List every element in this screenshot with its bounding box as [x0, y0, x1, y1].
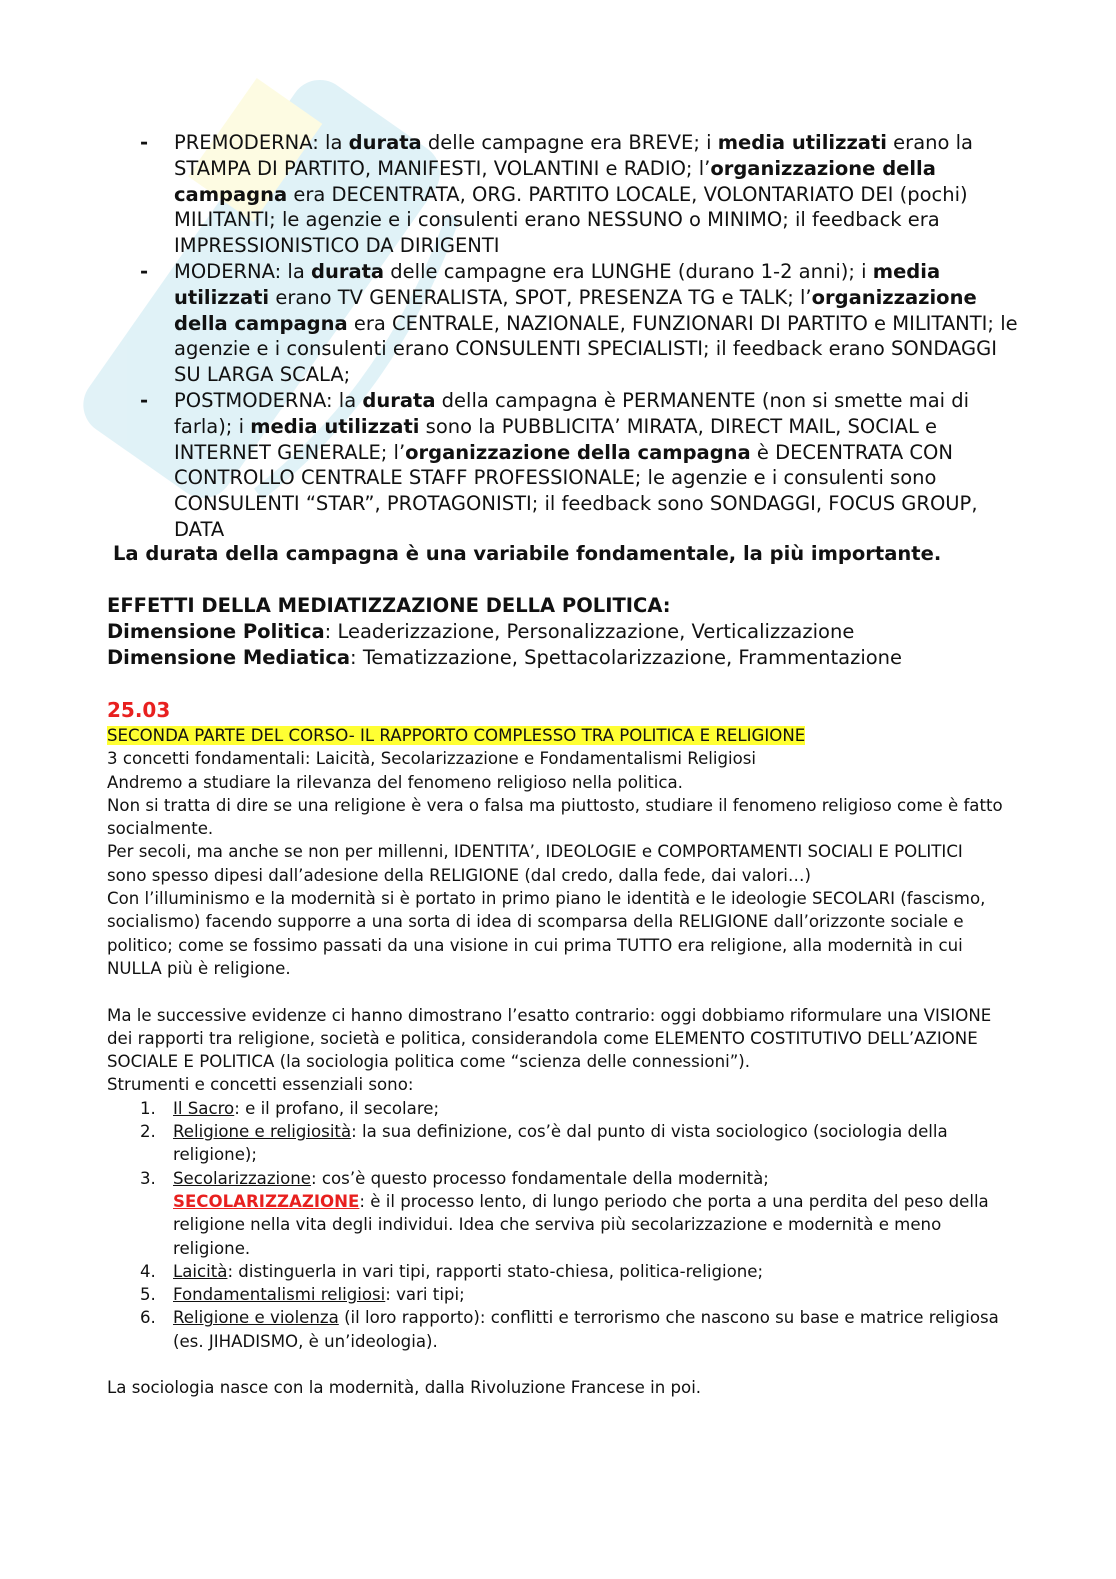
list-item-premoderna: - PREMODERNA: la durata delle campagne era BREVE; i media utilizzati erano la STAMPA DI PARTITO, MANIFESTI, VOLANTINI e RADIO; l’organizzazione della campagna era DECENTRATA, ORG. PARTITO LOCALE, VOLONTARIATO DEI (pochi) MILITANTI; le agenzie e i consulenti erano NESSUNO o MINIMO; il feedback era IMPRESSIONISTICO DA DIRIGENTI: [140, 131, 974, 258]
list-item: 1. Il Sacro: e il profano, il secolare;: [140, 1098, 440, 1118]
campaign-phases-list: [140, 130, 1020, 543]
political-dimension: Dimensione Politica: Leaderizzazione, Personalizzazione, Verticalizzazione: [107, 620, 855, 643]
highlighted-term: SECOLARIZZAZIONE: [173, 1191, 360, 1211]
list-item: 4. Laicità: distinguerla in vari tipi, rapporti stato-chiesa, politica-religione;: [140, 1261, 764, 1281]
spacer: [107, 1353, 1007, 1376]
media-dimension: Dimensione Mediatica: Tematizzazione, Spettacolarizzazione, Frammentazione: [107, 646, 903, 669]
paragraph: 3 concetti fondamentali: Laicità, Secolarizzazione e Fondamentalismi Religiosi: [107, 749, 757, 769]
spacer: [107, 980, 1007, 1003]
lecture-date: 25.03: [107, 698, 171, 722]
effects-heading: EFFETTI DELLA MEDIATIZZAZIONE DELLA POLITICA:: [107, 594, 671, 617]
effects-section: [107, 593, 1007, 671]
section-title: SECONDA PARTE DEL CORSO- IL RAPPORTO COMPLESSO TRA POLITICA E RELIGIONE: [107, 726, 806, 745]
list-item: 5. Fondamentalismi religiosi: vari tipi;: [140, 1285, 465, 1305]
paragraph: Andremo a studiare la rilevanza del fenomeno religioso nella politica.: [107, 772, 683, 792]
paragraph: Non si tratta di dire se una religione è vera o falsa ma piuttosto, studiare il fenomeno religioso come è fatto socialmente.: [107, 795, 1003, 839]
list-item: 3. Secolarizzazione: cos’è questo processo fondamentale della modernità; SECOLARIZZAZIONE: è il processo lento, di lungo periodo che porta a una perdita del peso della religione nella vita degli individui. Idea che serviva più secolarizzazione e modernità e meno religione.: [140, 1168, 989, 1258]
list-dash: -: [140, 131, 149, 154]
list-dash: -: [140, 259, 149, 283]
concepts-list: [107, 1097, 1007, 1353]
paragraph: Per secoli, ma anche se non per millenni, IDENTITA’, IDEOLOGIE e COMPORTAMENTI SOCIALI E POLITICI sono spesso dipesi dall’adesione della RELIGIONE (dal credo, dalla fede, dai valori…): [107, 842, 963, 885]
list-dash: -: [140, 388, 149, 412]
list-item-moderna: - MODERNA: la durata delle campagne era LUNGHE (durano 1-2 anni); i media utilizzati erano TV GENERALISTA, SPOT, PRESENZA TG e TALK; l’organizzazione della campagna era CENTRALE, NAZIONALE, FUNZIONARI DI PARTITO e MILITANTI; le agenzie e i consulenti erano CONSULENTI SPECIALISTI; il feedback erano SONDAGGI SU LARGA SCALA;: [140, 259, 1018, 387]
list-item: 2. Religione e religiosità: la sua definizione, cos’è dal punto di vista sociologico (sociologia della religione);: [140, 1122, 948, 1165]
paragraph: Con l’illuminismo e la modernità si è portato in primo piano le identità e le ideologie SECOLARI (fascismo, socialismo) facendo supporre a una sorta di idea di scomparsa della RELIGIONE dall’orizzonte sociale e politico; come se fossimo passati da una visione in cui prima TUTTO era religione, alla modernità in cui NULLA più è religione.: [107, 889, 986, 978]
list-item: 6. Religione e violenza (il loro rapporto): conflitti e terrorismo che nascono su base e matrice religiosa (es. JIHADISMO, è un’ideologia).: [140, 1308, 999, 1351]
list-item-postmoderna: - POSTMODERNA: la durata della campagna è PERMANENTE (non si smette mai di farla); i media utilizzati sono la PUBBLICITA’ MIRATA, DIRECT MAIL, SOCIAL e INTERNET GENERALE; l’organizzazione della campagna è DECENTRATA CON CONTROLLO CENTRALE STAFF PROFESSIONALE; le agenzie e i consulenti sono CONSULENTI “STAR”, PROTAGONISTI; il feedback sono SONDAGGI, FOCUS GROUP, DATA: [140, 388, 978, 541]
paragraph: Strumenti e concetti essenziali sono:: [107, 1075, 414, 1095]
lecture-body: [107, 724, 1007, 1400]
paragraph: Ma le successive evidenze ci hanno dimostrano l’esatto contrario: oggi dobbiamo riformulare una VISIONE dei rapporti tra religione, società e politica, considerandola come ELEMENTO COSTITUTIVO DELL’AZIONE SOCIALE E POLITICA (la sociologia politica come “scienza delle connessioni”).: [107, 1005, 992, 1072]
closing-sentence: La sociologia nasce con la modernità, dalla Rivoluzione Francese in poi.: [107, 1378, 702, 1398]
key-sentence: La durata della campagna è una variabile fondamentale, la più importante.: [113, 542, 942, 565]
